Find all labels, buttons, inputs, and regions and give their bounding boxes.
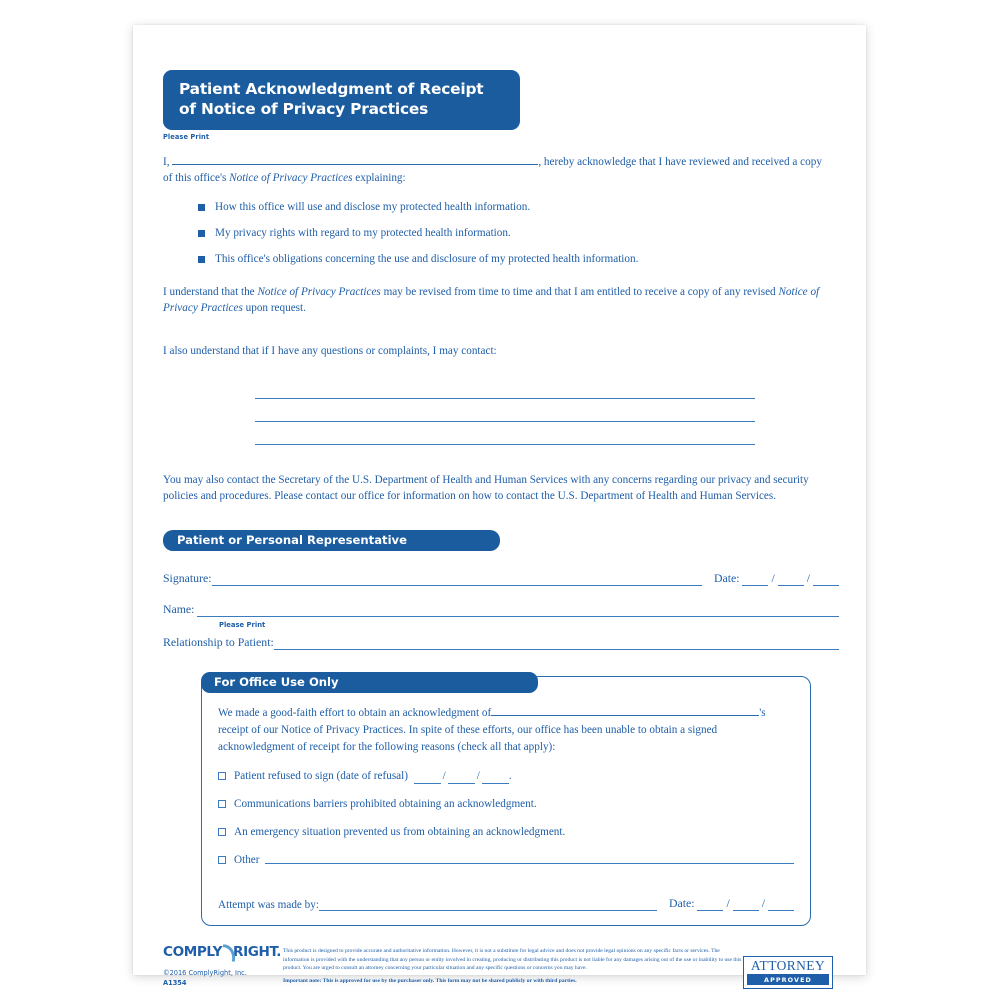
- checkbox-row-other[interactable]: [218, 853, 794, 868]
- date-slash-icon: /: [771, 570, 775, 585]
- please-print-hint-name: Please Print: [219, 620, 266, 629]
- checkbox-label: An emergency situation prevented us from obtaining an acknowledgment.: [234, 825, 566, 838]
- refusal-date-group: [411, 769, 509, 784]
- date-slash-icon: /: [476, 769, 480, 782]
- checkbox-icon[interactable]: [218, 828, 226, 836]
- date-year-field[interactable]: [813, 575, 839, 586]
- logo-text-comply: COMPLY: [163, 944, 223, 961]
- copyright-block: [163, 969, 275, 989]
- legal-disclaimer-column: [275, 944, 743, 986]
- revision-post: upon request.: [242, 302, 306, 315]
- signature-input-line[interactable]: [212, 575, 702, 586]
- relationship-row: [163, 635, 839, 650]
- signature-block: [163, 571, 839, 650]
- bullet-label: How this office will use and disclose my protected health information.: [215, 200, 531, 213]
- swoosh-icon: [222, 945, 233, 958]
- office-intro-rest: receipt of our Notice of Privacy Practices. In spite of these efforts, our office has been unable to obtain a signed acknowledgment of receipt for the following reasons (check all that apply):: [218, 723, 718, 753]
- refusal-date-month[interactable]: [414, 773, 441, 784]
- checkbox-label-suffix: .: [508, 769, 512, 782]
- legal-disclaimer-body: This product is designed to provide accurate and authoritative information. However, it is not a substitute for legal advice and does not provide legal opinions on any specific facts or services. The information is provided with the understanding that any person or entity involved in creating, producing or distributing this product is not liable for any damages arising out of the use or inability to use this product. You are urged to consult an attorney concerning your particular situation and any specific questions or concerns you may have.: [283, 948, 742, 971]
- bullet-label: My privacy rights with regard to my protected health information.: [215, 226, 511, 239]
- list-item: [163, 226, 839, 241]
- name-input-line[interactable]: [197, 606, 839, 617]
- date-slash-icon: /: [726, 896, 730, 911]
- refusal-date-year[interactable]: [482, 773, 509, 784]
- date-month-field[interactable]: [742, 575, 768, 586]
- checkbox-row-barriers[interactable]: [218, 797, 794, 812]
- attorney-approved-badge: [743, 956, 833, 989]
- checkbox-label-text: Patient refused to sign (date of refusal): [234, 769, 408, 782]
- attempt-date-group: [669, 896, 794, 911]
- contact-write-in-lines: [163, 376, 839, 445]
- attorney-badge-column: [743, 944, 839, 989]
- bullet-list: [163, 200, 839, 267]
- checkbox-label: Other: [234, 854, 260, 867]
- name-row: [163, 602, 839, 617]
- attempt-row: [218, 896, 794, 911]
- signature-label: Signature:: [163, 570, 212, 585]
- list-item: [163, 200, 839, 215]
- list-item: [163, 252, 839, 267]
- revision-italic-2: Notice of Privacy Practices: [163, 286, 820, 315]
- badge-attorney-text: ATTORNEY: [750, 958, 826, 974]
- page-footer: [163, 944, 839, 989]
- please-print-hint-top: Please Print: [163, 133, 210, 142]
- contact-line-1[interactable]: [255, 376, 755, 399]
- signature-date-group: [714, 571, 839, 586]
- checkbox-icon[interactable]: [218, 772, 226, 780]
- bullet-label: This office's obligations concerning the use and disclosure of my protected health information.: [215, 253, 639, 266]
- signature-date-label: Date:: [713, 570, 740, 585]
- copyright-text: ©2016 ComplyRight, Inc.: [163, 969, 247, 978]
- square-bullet-icon: [198, 256, 205, 263]
- other-reason-input-line[interactable]: [265, 853, 794, 864]
- office-use-banner: For Office Use Only: [201, 672, 538, 693]
- page-title-line-1: Patient Acknowledgment of Receipt: [179, 80, 484, 98]
- office-use-box: [201, 676, 811, 926]
- logo-text-right: RIGHT: [233, 944, 277, 961]
- revision-mid: may be revised from time to time and that I am entitled to receive a copy of any revised: [380, 286, 779, 299]
- office-use-section: [201, 676, 839, 926]
- name-label: Name:: [163, 601, 195, 616]
- secretary-paragraph: You may also contact the Secretary of the U.S. Department of Health and Human Services with any concerns regarding our privacy and security policies and procedures. Please contact our office for information on how to contact the U.S. Department of Health and Human Services.: [163, 473, 809, 502]
- checkbox-icon[interactable]: [218, 800, 226, 808]
- signature-row: [163, 571, 839, 586]
- office-intro-pre: We made a good-faith effort to obtain an acknowledgment of: [218, 706, 492, 719]
- checkbox-label: Communications barriers prohibited obtaining an acknowledgment.: [234, 797, 537, 810]
- intro-line2-italic: Notice of Privacy Practices: [229, 171, 353, 184]
- sku-text: A1354: [163, 979, 187, 988]
- square-bullet-icon: [198, 204, 205, 211]
- date-slash-icon: /: [761, 896, 765, 911]
- checkbox-icon[interactable]: [218, 856, 226, 864]
- complyright-logo: [163, 944, 282, 961]
- contact-line-2[interactable]: [255, 399, 755, 422]
- page-title-banner: [163, 70, 520, 130]
- attempt-date-month[interactable]: [697, 900, 723, 911]
- intro-paragraph: [163, 154, 839, 187]
- relationship-input-line[interactable]: [274, 639, 839, 650]
- attempt-input-line[interactable]: [319, 900, 657, 911]
- page-title-line-2: of Notice of Privacy Practices: [179, 100, 429, 119]
- date-day-field[interactable]: [778, 575, 804, 586]
- intro-after-blank: , hereby acknowledge that I have reviewed and received a copy: [538, 156, 822, 169]
- document-content: [163, 70, 839, 989]
- patient-name-blank[interactable]: [172, 154, 538, 165]
- revision-pre: I understand that the: [163, 286, 258, 299]
- checkbox-label: [234, 769, 512, 784]
- contact-line-3[interactable]: [255, 422, 755, 445]
- attempt-label: Attempt was made by:: [218, 899, 319, 912]
- intro-line2-pre: of this office's: [163, 171, 230, 184]
- relationship-label: Relationship to Patient:: [163, 634, 274, 649]
- patient-section-banner: Patient or Personal Representative: [163, 530, 500, 551]
- attempt-date-label: Date:: [668, 896, 695, 911]
- checkbox-row-emergency[interactable]: [218, 825, 794, 840]
- refusal-date-day[interactable]: [448, 773, 475, 784]
- office-intro-possessive: 's: [759, 706, 766, 719]
- badge-approved-text: APPROVED: [747, 974, 829, 985]
- date-slash-icon: /: [806, 570, 810, 585]
- contact-intro-paragraph: I also understand that if I have any questions or complaints, I may contact:: [163, 344, 497, 357]
- attempt-date-year[interactable]: [768, 900, 794, 911]
- attempt-date-day[interactable]: [733, 900, 759, 911]
- logo-period: .: [276, 944, 282, 961]
- checkbox-row-refused[interactable]: [218, 769, 794, 784]
- office-use-intro: [218, 705, 794, 756]
- revision-italic-1: Notice of Privacy Practices: [257, 286, 381, 299]
- document-page: [133, 25, 866, 988]
- intro-lead: I,: [163, 156, 170, 169]
- revision-paragraph: [163, 285, 839, 317]
- square-bullet-icon: [198, 230, 205, 237]
- date-slash-icon: /: [442, 769, 446, 782]
- brand-logo-column: [163, 944, 282, 989]
- intro-line2-post: explaining:: [352, 171, 406, 184]
- office-acknowledgment-name-blank[interactable]: [491, 705, 759, 716]
- legal-important-note: Important note: This is approved for use by the purchaser only. This form may not be shared publicly or with third parties.: [283, 978, 577, 985]
